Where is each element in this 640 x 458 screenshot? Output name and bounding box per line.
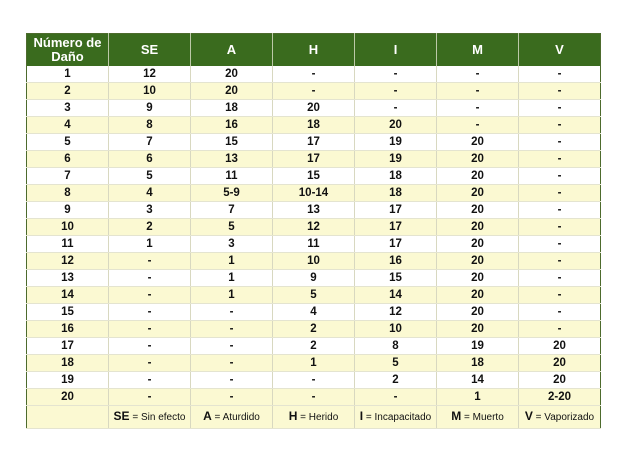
- h-cell: 2: [273, 338, 355, 355]
- a-cell: 13: [191, 151, 273, 168]
- damage-number-cell: 7: [27, 168, 109, 185]
- se-cell: 3: [109, 202, 191, 219]
- v-cell: -: [519, 134, 601, 151]
- table-row: [27, 66, 601, 83]
- table-row: [27, 219, 601, 236]
- a-cell: 20: [191, 66, 273, 83]
- table-row: [27, 338, 601, 355]
- v-cell: -: [519, 321, 601, 338]
- m-cell: -: [437, 100, 519, 117]
- v-cell: 2-20: [519, 389, 601, 406]
- h-cell: 11: [273, 236, 355, 253]
- table-row: [27, 287, 601, 304]
- damage-number-cell: 15: [27, 304, 109, 321]
- damage-number-cell: 20: [27, 389, 109, 406]
- legend-code: H: [288, 409, 298, 423]
- h-cell: 9: [273, 270, 355, 287]
- se-cell: -: [109, 389, 191, 406]
- i-cell: 20: [355, 117, 437, 134]
- se-cell: -: [109, 270, 191, 287]
- se-cell: -: [109, 372, 191, 389]
- m-cell: 18: [437, 355, 519, 372]
- a-cell: 18: [191, 100, 273, 117]
- v-cell: -: [519, 66, 601, 83]
- a-cell: 15: [191, 134, 273, 151]
- m-cell: 20: [437, 321, 519, 338]
- legend-code: A: [203, 409, 212, 423]
- h-cell: 17: [273, 151, 355, 168]
- legend-code: V: [524, 409, 533, 423]
- table-row: [27, 117, 601, 134]
- i-cell: 16: [355, 253, 437, 270]
- se-cell: -: [109, 304, 191, 321]
- table-row: [27, 151, 601, 168]
- legend-description: = Vaporizado: [532, 412, 595, 423]
- table-row: [27, 270, 601, 287]
- se-cell: 4: [109, 185, 191, 202]
- h-cell: 15: [273, 168, 355, 185]
- damage-number-cell: 17: [27, 338, 109, 355]
- table-row: [27, 321, 601, 338]
- table-row: [27, 83, 601, 100]
- i-cell: 17: [355, 202, 437, 219]
- se-cell: 2: [109, 219, 191, 236]
- legend-description: = Incapacitado: [363, 412, 432, 423]
- table-row: [27, 100, 601, 117]
- damage-number-cell: 3: [27, 100, 109, 117]
- damage-number-cell: 6: [27, 151, 109, 168]
- i-cell: 12: [355, 304, 437, 321]
- se-cell: -: [109, 253, 191, 270]
- m-cell: 20: [437, 185, 519, 202]
- a-cell: -: [191, 304, 273, 321]
- m-cell: 20: [437, 151, 519, 168]
- damage-table: [26, 33, 601, 429]
- header-i: I: [355, 34, 437, 67]
- v-cell: -: [519, 202, 601, 219]
- h-cell: 4: [273, 304, 355, 321]
- header-v: V: [519, 34, 601, 67]
- h-cell: 12: [273, 219, 355, 236]
- header-row: [27, 34, 601, 67]
- table-row: [27, 304, 601, 321]
- damage-number-cell: 13: [27, 270, 109, 287]
- a-cell: 1: [191, 270, 273, 287]
- v-cell: -: [519, 168, 601, 185]
- v-cell: -: [519, 253, 601, 270]
- se-cell: -: [109, 287, 191, 304]
- i-cell: -: [355, 83, 437, 100]
- v-cell: -: [519, 236, 601, 253]
- legend-code: I: [359, 409, 364, 423]
- a-cell: 7: [191, 202, 273, 219]
- m-cell: 20: [437, 168, 519, 185]
- header-damage-number: Número de Daño: [27, 34, 109, 67]
- i-cell: 10: [355, 321, 437, 338]
- se-cell: 7: [109, 134, 191, 151]
- m-cell: 1: [437, 389, 519, 406]
- h-cell: 10: [273, 253, 355, 270]
- i-cell: 2: [355, 372, 437, 389]
- v-cell: -: [519, 100, 601, 117]
- damage-number-cell: 14: [27, 287, 109, 304]
- h-cell: 20: [273, 100, 355, 117]
- header-m: M: [437, 34, 519, 67]
- v-cell: -: [519, 83, 601, 100]
- legend-item: [519, 406, 601, 429]
- legend-item: [437, 406, 519, 429]
- damage-number-cell: 9: [27, 202, 109, 219]
- h-cell: 2: [273, 321, 355, 338]
- se-cell: -: [109, 355, 191, 372]
- table-row: [27, 355, 601, 372]
- a-cell: 20: [191, 83, 273, 100]
- legend-row: [27, 406, 601, 429]
- se-cell: 10: [109, 83, 191, 100]
- damage-number-cell: 10: [27, 219, 109, 236]
- i-cell: -: [355, 389, 437, 406]
- se-cell: 8: [109, 117, 191, 134]
- damage-number-cell: 1: [27, 66, 109, 83]
- i-cell: 8: [355, 338, 437, 355]
- h-cell: 1: [273, 355, 355, 372]
- i-cell: 17: [355, 219, 437, 236]
- a-cell: -: [191, 338, 273, 355]
- m-cell: -: [437, 66, 519, 83]
- h-cell: -: [273, 372, 355, 389]
- damage-number-cell: 12: [27, 253, 109, 270]
- i-cell: 19: [355, 134, 437, 151]
- legend-code: M: [451, 409, 462, 423]
- m-cell: 20: [437, 202, 519, 219]
- legend-item: [273, 406, 355, 429]
- m-cell: 19: [437, 338, 519, 355]
- i-cell: 19: [355, 151, 437, 168]
- m-cell: 14: [437, 372, 519, 389]
- se-cell: 9: [109, 100, 191, 117]
- a-cell: 5-9: [191, 185, 273, 202]
- h-cell: 18: [273, 117, 355, 134]
- legend-description: = Aturdido: [211, 412, 260, 423]
- a-cell: 1: [191, 287, 273, 304]
- damage-number-cell: 11: [27, 236, 109, 253]
- legend-blank-cell: [27, 406, 109, 429]
- a-cell: 3: [191, 236, 273, 253]
- h-cell: -: [273, 66, 355, 83]
- header-a: A: [191, 34, 273, 67]
- a-cell: 16: [191, 117, 273, 134]
- legend-item: [109, 406, 191, 429]
- i-cell: 5: [355, 355, 437, 372]
- h-cell: -: [273, 83, 355, 100]
- h-cell: 17: [273, 134, 355, 151]
- v-cell: -: [519, 219, 601, 236]
- i-cell: 18: [355, 168, 437, 185]
- damage-number-cell: 18: [27, 355, 109, 372]
- legend-item: [191, 406, 273, 429]
- header-h: H: [273, 34, 355, 67]
- v-cell: 20: [519, 372, 601, 389]
- h-cell: 13: [273, 202, 355, 219]
- legend-code: SE: [113, 409, 130, 423]
- i-cell: 15: [355, 270, 437, 287]
- i-cell: 18: [355, 185, 437, 202]
- m-cell: 20: [437, 287, 519, 304]
- m-cell: 20: [437, 236, 519, 253]
- damage-number-cell: 19: [27, 372, 109, 389]
- h-cell: 5: [273, 287, 355, 304]
- se-cell: 6: [109, 151, 191, 168]
- a-cell: -: [191, 321, 273, 338]
- se-cell: 5: [109, 168, 191, 185]
- damage-number-cell: 5: [27, 134, 109, 151]
- m-cell: 20: [437, 270, 519, 287]
- table-row: [27, 168, 601, 185]
- a-cell: -: [191, 372, 273, 389]
- v-cell: -: [519, 270, 601, 287]
- se-cell: -: [109, 321, 191, 338]
- legend-description: = Herido: [297, 412, 339, 423]
- table-row: [27, 185, 601, 202]
- v-cell: -: [519, 185, 601, 202]
- m-cell: 20: [437, 253, 519, 270]
- a-cell: -: [191, 355, 273, 372]
- se-cell: 12: [109, 66, 191, 83]
- v-cell: 20: [519, 355, 601, 372]
- table-row: [27, 236, 601, 253]
- legend-description: = Sin efecto: [129, 412, 186, 423]
- table-body: [27, 66, 601, 429]
- a-cell: -: [191, 389, 273, 406]
- a-cell: 5: [191, 219, 273, 236]
- m-cell: 20: [437, 134, 519, 151]
- se-cell: -: [109, 338, 191, 355]
- v-cell: -: [519, 304, 601, 321]
- damage-number-cell: 2: [27, 83, 109, 100]
- a-cell: 1: [191, 253, 273, 270]
- legend-description: = Muerto: [461, 412, 504, 423]
- table-row: [27, 372, 601, 389]
- m-cell: 20: [437, 304, 519, 321]
- m-cell: 20: [437, 219, 519, 236]
- table-row: [27, 202, 601, 219]
- damage-number-cell: 16: [27, 321, 109, 338]
- table-row: [27, 253, 601, 270]
- v-cell: 20: [519, 338, 601, 355]
- i-cell: 17: [355, 236, 437, 253]
- h-cell: 10-14: [273, 185, 355, 202]
- table-row: [27, 134, 601, 151]
- damage-number-cell: 4: [27, 117, 109, 134]
- v-cell: -: [519, 151, 601, 168]
- v-cell: -: [519, 117, 601, 134]
- h-cell: -: [273, 389, 355, 406]
- m-cell: -: [437, 83, 519, 100]
- i-cell: 14: [355, 287, 437, 304]
- table-row: [27, 389, 601, 406]
- header-se: SE: [109, 34, 191, 67]
- v-cell: -: [519, 287, 601, 304]
- m-cell: -: [437, 117, 519, 134]
- damage-number-cell: 8: [27, 185, 109, 202]
- se-cell: 1: [109, 236, 191, 253]
- i-cell: -: [355, 100, 437, 117]
- legend-item: [355, 406, 437, 429]
- i-cell: -: [355, 66, 437, 83]
- a-cell: 11: [191, 168, 273, 185]
